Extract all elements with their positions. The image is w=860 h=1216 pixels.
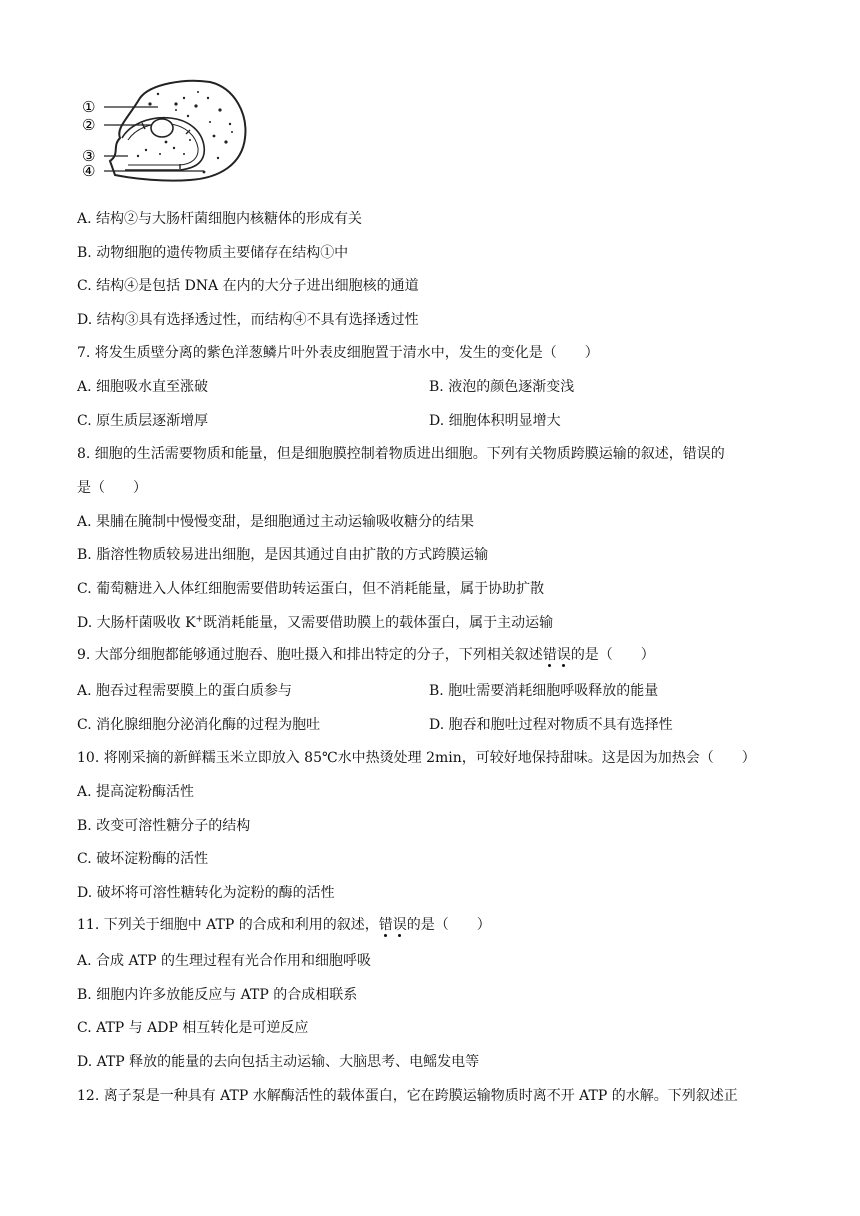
q9-emphasis-char-1: 错 — [542, 647, 557, 663]
q9-stem-post: 的是（ ） — [570, 647, 655, 663]
q8-stem-line2: 是（ ） — [77, 480, 147, 496]
q8-option-a: A. 果脯在腌制中慢慢变甜，是细胞通过主动运输吸收糖分的结果 — [77, 514, 475, 530]
q9-stem-pre: 9. 大部分细胞都能够通过胞吞、胞吐摄入和排出特定的分子，下列相关叙述 — [77, 647, 543, 663]
q11-option-b: B. 细胞内许多放能反应与 ATP 的合成相联系 — [77, 987, 358, 1003]
q8-option-c: C. 葡萄糖进入人体红细胞需要借助转运蛋白，但不消耗能量，属于协助扩散 — [77, 581, 545, 597]
q11-option-c: C. ATP 与 ADP 相互转化是可逆反应 — [77, 1020, 309, 1036]
figure-label-4: ④ — [82, 162, 96, 180]
q11-option-d: D. ATP 释放的能量的去向包括主动运输、大脑思考、电鳐发电等 — [77, 1054, 480, 1070]
q11-emphasis-char-1: 错 — [378, 917, 393, 933]
q9-option-b: B. 胞吐需要消耗细胞呼吸释放的能量 — [429, 683, 659, 699]
q9-emphasis-char-2: 误 — [556, 647, 571, 663]
q11-stem-post: 的是（ ） — [406, 917, 491, 933]
q10-option-b: B. 改变可溶性糖分子的结构 — [77, 818, 251, 834]
q6-option-d: D. 结构③具有选择透过性，而结构④不具有选择透过性 — [77, 312, 419, 328]
q9-stem — [77, 645, 655, 665]
q9-option-a: A. 胞吞过程需要膜上的蛋白质参与 — [77, 683, 293, 699]
q6-option-a: A. 结构②与大肠杆菌细胞内核糖体的形成有关 — [77, 211, 363, 227]
q11-emphasis-char-2: 误 — [392, 917, 407, 933]
figure-label-1: ① — [82, 98, 96, 116]
q9-option-c: C. 消化腺细胞分泌消化酶的过程为胞吐 — [77, 717, 321, 733]
figure-label-2: ② — [82, 116, 96, 134]
q8-stem-line1: 8. 细胞的生活需要物质和能量，但是细胞膜控制着物质进出细胞。下列有关物质跨膜运输的叙述，错误的 — [77, 446, 725, 462]
q6-option-b: B. 动物细胞的遗传物质主要储存在结构①中 — [77, 245, 349, 261]
q6-option-c: C. 结构④是包括 DNA 在内的大分子进出细胞核的通道 — [77, 278, 419, 294]
q7-stem: 7. 将发生质壁分离的紫色洋葱鳞片叶外表皮细胞置于清水中，发生的变化是（ ） — [77, 345, 599, 361]
q7-option-b: B. 液泡的颜色逐渐变浅 — [429, 379, 575, 395]
q10-option-a: A. 提高淀粉酶活性 — [77, 784, 195, 800]
q11-stem — [77, 915, 491, 935]
q9-option-d: D. 胞吞和胞吐过程对物质不具有选择性 — [429, 717, 673, 733]
q10-option-d: D. 破坏将可溶性糖转化为淀粉的酶的活性 — [77, 885, 335, 901]
q7-option-a: A. 细胞吸水直至涨破 — [77, 379, 209, 395]
q8-option-b: B. 脂溶性物质较易进出细胞，是因其通过自由扩散的方式跨膜运输 — [77, 547, 489, 563]
q12-stem: 12. 离子泵是一种具有 ATP 水解酶活性的载体蛋白，它在跨膜运输物质时离不开 ATP 的水解。下列叙述正 — [77, 1088, 738, 1104]
q7-option-d: D. 细胞体积明显增大 — [429, 413, 561, 429]
q10-option-c: C. 破坏淀粉酶的活性 — [77, 851, 209, 867]
q7-option-c: C. 原生质层逐渐增厚 — [77, 413, 209, 429]
q10-stem: 10. 将刚采摘的新鲜糯玉米立即放入 85℃水中热烫处理 2min，可较好地保持甜味。这是因为加热会（ ） — [77, 750, 756, 766]
cell-nucleus-figure — [80, 76, 250, 186]
q11-option-a: A. 合成 ATP 的生理过程有光合作用和细胞呼吸 — [77, 953, 372, 969]
q8-option-d — [77, 613, 553, 633]
q8-option-d-pre: D. 大肠杆菌吸收 K — [77, 615, 196, 631]
q8-option-d-post: 既消耗能量，又需要借助膜上的载体蛋白，属于主动运输 — [203, 615, 554, 631]
figure-label-3: ③ — [82, 147, 96, 165]
q11-stem-pre: 11. 下列关于细胞中 ATP 的合成和利用的叙述， — [77, 917, 379, 933]
q8-option-d-sup: + — [195, 614, 204, 625]
